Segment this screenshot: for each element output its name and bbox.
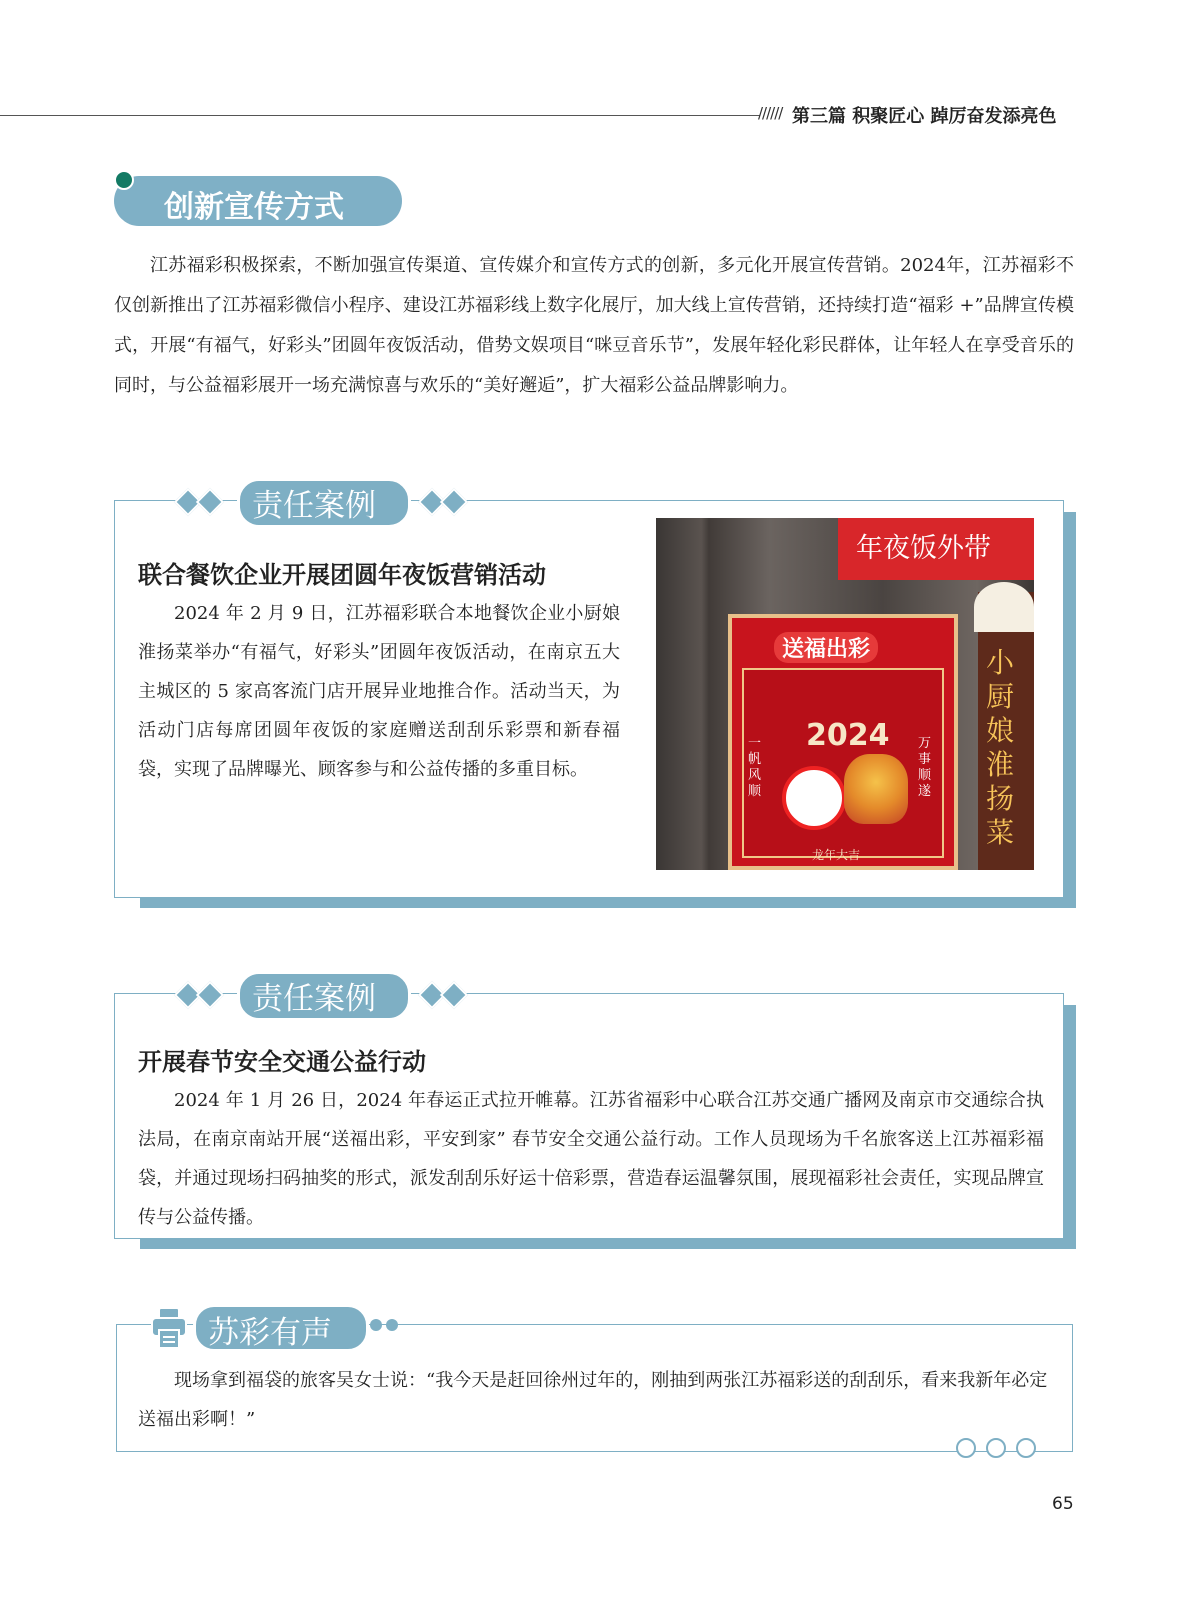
- printer-icon: [150, 1306, 188, 1350]
- photo-board-inner: [742, 668, 944, 858]
- case-1-title: 联合餐饮企业开展团圆年夜饭营销活动: [138, 561, 546, 589]
- section-paragraph: 江苏福彩积极探索，不断加强宣传渠道、宣传媒介和宣传方式的创新，多元化开展宣传营销。2024年，江苏福彩不仅创新推出了江苏福彩微信小程序、建设江苏福彩线上数字化展厅，加大线上宣传营销，还持续打造“福彩 +”品牌宣传模式，开展“有福气，好彩头”团圆年夜饭活动，借势文娱项目“咪豆音乐节”，发展年轻化彩民群体，让年轻人在享受音乐的同时，与公益福彩展开一场充满惊喜与欢乐的“美好邂逅”，扩大福彩公益品牌影响力。: [114, 255, 1074, 396]
- case-1-photo: [656, 518, 1034, 870]
- header-rule: [0, 115, 760, 116]
- photo-board-bottom: 龙年大吉: [812, 848, 861, 862]
- case-1-tag: 责任案例: [252, 488, 376, 524]
- case-1-text: 2024 年 2 月 9 日，江苏福彩联合本地餐饮企业小厨娘淮扬菜举办“有福气，好彩头”团圆年夜饭活动，在南京五大主城区的 5 家高客流门店开展异业地推合作。活动当天，为活动门店每席团圆年夜饭的家庭赠送刮刮乐彩票和新春福袋，实现了品牌曝光、顾客参与和公益传播的多重目标。: [138, 603, 620, 780]
- case-2-tag: 责任案例: [252, 981, 376, 1017]
- dot-icon: [370, 1319, 382, 1331]
- voice-tag: 苏彩有声: [208, 1315, 332, 1351]
- photo-right-vertical: 万事顺遂: [918, 736, 932, 799]
- section-title: 创新宣传方式: [164, 190, 344, 225]
- dot-icon: [386, 1319, 398, 1331]
- header-title: 第三篇 积聚匠心 踔厉奋发添亮色: [792, 106, 1057, 127]
- photo-banner-text: 年夜饭外带: [856, 533, 991, 564]
- fan-icon: [974, 582, 1034, 632]
- dragon-icon: [844, 754, 908, 824]
- case-2-title: 开展春节安全交通公益行动: [138, 1048, 426, 1076]
- photo-board-year: 2024: [806, 718, 890, 753]
- ring-icon: [1016, 1438, 1036, 1458]
- case-2-text: 2024 年 1 月 26 日，2024 年春运正式拉开帷幕。江苏省福彩中心联合江苏交通广播网及南京市交通综合执法局，在南京南站开展“送福出彩，平安到家” 春节安全交通公益行动。工作人员现场为千名旅客送上江苏福彩福袋，并通过现场扫码抽奖的形式，派发刮刮乐好运十倍彩票，营造春运温馨氛围，展现福彩社会责任，实现品牌宣传与公益传播。: [138, 1090, 1044, 1228]
- photo-left-vertical: 一帆风顺: [748, 736, 762, 799]
- ring-icon: [986, 1438, 1006, 1458]
- photo-sign-text: 小厨娘淮扬菜: [986, 646, 1015, 849]
- voice-quote: 现场拿到福袋的旅客吴女士说：“我今天是赶回徐州过年的，刚抽到两张江苏福彩送的刮刮乐，看来我新年必定送福出彩啊！”: [138, 1370, 1048, 1430]
- header-slashes: //////: [758, 104, 783, 122]
- section-dot-icon: [114, 170, 134, 190]
- page-number: 65: [1052, 1494, 1074, 1514]
- ring-icon: [956, 1438, 976, 1458]
- photo-board-top: 送福出彩: [774, 632, 878, 663]
- mascot-icon: [782, 766, 846, 830]
